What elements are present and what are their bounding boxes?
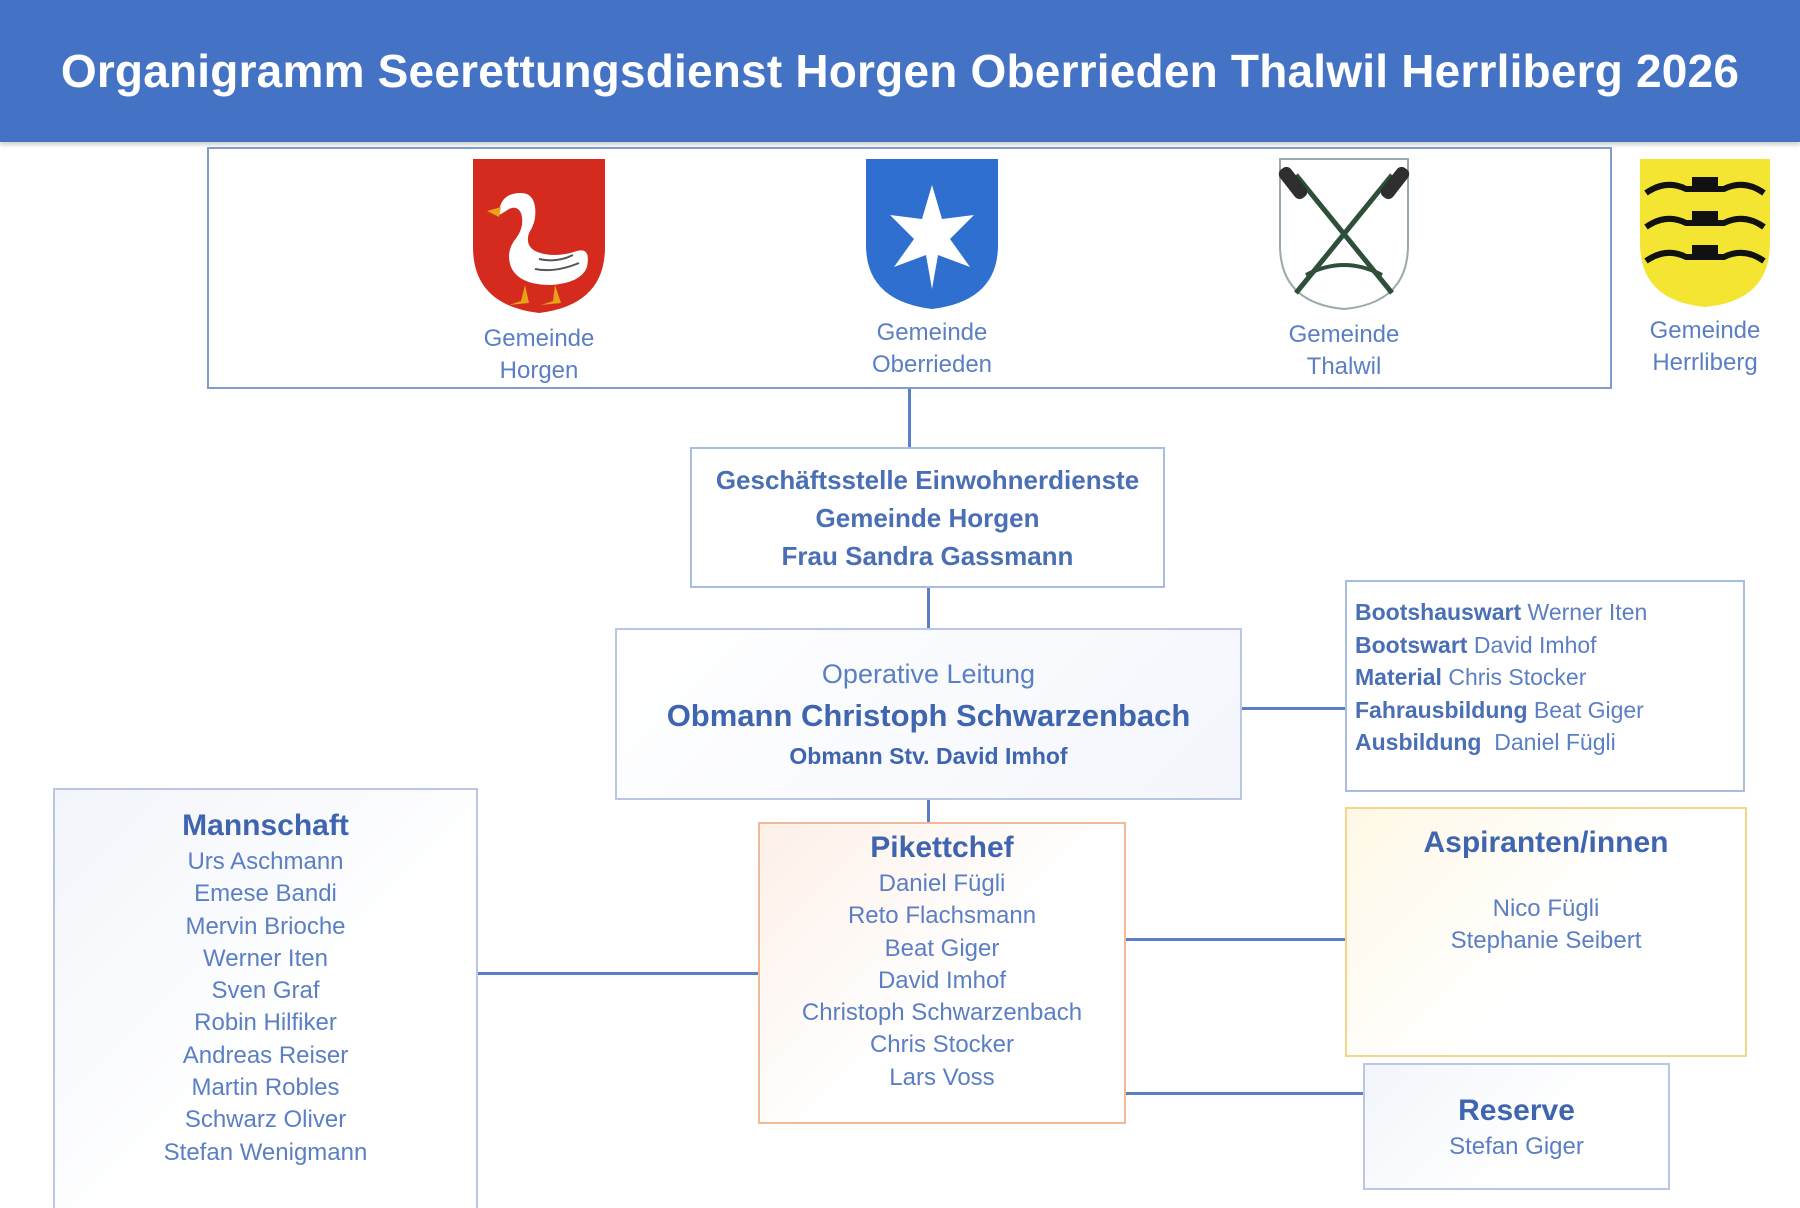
mannschaft-member: Schwarz Oliver — [184, 1106, 347, 1134]
gemeinden-box — [207, 147, 1761, 389]
mannschaft-member: Martin Robles — [191, 1074, 340, 1102]
pikettchef-member: Daniel Fügli — [878, 870, 1006, 897]
gemeinde-horgen-label-2: Horgen — [499, 357, 579, 384]
mannschaft-member: Urs Aschmann — [187, 848, 344, 875]
mannschaft-title: Mannschaft — [182, 809, 349, 842]
funktion-role: Material — [1355, 664, 1442, 690]
mannschaft-member: Stefan Wenigmann — [163, 1138, 368, 1166]
header-banner — [0, 0, 1800, 142]
geschaeftsstelle-line-2: Gemeinde Horgen — [815, 502, 1040, 533]
funktion-row — [1355, 629, 1743, 662]
funktionen-box — [1345, 580, 1745, 792]
gemeinde-oberrieden — [782, 149, 1082, 391]
operative-leitung-title: Operative Leitung — [821, 659, 1036, 689]
obmann-name: Obmann Christoph Schwarzenbach — [666, 698, 1191, 733]
geschaeftsstelle-box — [690, 447, 1165, 588]
page-title: Organigramm Seerettungsdienst Horgen Oberrieden Thalwil Herrliberg 2026 — [60, 45, 1740, 97]
funktion-person: David Imhof — [1473, 631, 1597, 658]
funktion-role: Bootswart — [1355, 631, 1468, 658]
mannschaft-member: Robin Hilfiker — [194, 1009, 337, 1037]
gemeinde-oberrieden-label-1: Gemeinde — [876, 319, 988, 346]
herrliberg-bars-coat-of-arms-icon — [1636, 155, 1774, 309]
gemeinde-thalwil-label-2: Thalwil — [1306, 353, 1382, 380]
aspiranten-member: Stephanie Seibert — [1450, 927, 1642, 955]
mannschaft-member: Emese Bandi — [194, 880, 337, 908]
gemeinde-thalwil — [1194, 149, 1494, 391]
gemeinde-herrliberg-label-1: Gemeinde — [1649, 317, 1761, 344]
mannschaft-member: Sven Graf — [211, 977, 320, 1005]
funktion-role: Fahrausbildung — [1355, 696, 1528, 723]
funktion-role: Bootshauswart — [1355, 599, 1522, 625]
operative-leitung-box — [615, 628, 1242, 800]
funktion-person: Werner Iten — [1527, 599, 1648, 625]
thalwil-reeds-coat-of-arms-icon — [1276, 155, 1412, 313]
gemeinde-herrliberg-label-2: Herrliberg — [1652, 349, 1758, 376]
funktion-row — [1355, 694, 1743, 727]
horgen-swan-coat-of-arms-icon — [469, 155, 609, 317]
pikettchef-member: Lars Voss — [889, 1063, 995, 1091]
funktion-person: Chris Stocker — [1448, 664, 1587, 690]
gemeinde-horgen-label-1: Gemeinde — [483, 325, 595, 352]
funktion-row — [1355, 726, 1743, 759]
connector-gemeinden-geschaeftsstelle — [908, 389, 911, 447]
obmann-stv-name: Obmann Stv. David Imhof — [789, 743, 1068, 769]
pikettchef-member: David Imhof — [877, 966, 1007, 994]
funktion-person: Daniel Fügli — [1487, 729, 1616, 755]
funktion-row — [1355, 661, 1743, 694]
reserve-member: Stefan Giger — [1449, 1133, 1584, 1160]
pikettchef-member: Reto Flachsmann — [847, 902, 1037, 930]
oberrieden-star-coat-of-arms-icon — [862, 155, 1002, 311]
connector-geschaeftsstelle-operativ — [927, 588, 930, 628]
funktion-row — [1355, 596, 1743, 629]
funktion-person: Beat Giger — [1533, 696, 1644, 723]
pikettchef-member: Chris Stocker — [869, 1031, 1015, 1059]
pikettchef-box — [758, 822, 1126, 1124]
aspiranten-title: Aspiranten/innen — [1423, 826, 1669, 859]
gemeinde-oberrieden-label-2: Oberrieden — [871, 351, 993, 378]
mannschaft-member: Andreas Reiser — [182, 1041, 349, 1069]
mannschaft-member: Mervin Brioche — [185, 912, 346, 940]
pikettchef-member: Beat Giger — [884, 934, 1000, 962]
funktion-role: Ausbildung — [1355, 729, 1482, 755]
connector-operativ-pikett — [927, 800, 930, 822]
geschaeftsstelle-line-1: Geschäftsstelle Einwohnerdienste — [715, 464, 1140, 495]
connector-mannschaft-pikett — [478, 972, 758, 975]
aspiranten-box — [1345, 807, 1747, 1057]
gemeinde-thalwil-label-1: Gemeinde — [1288, 321, 1400, 348]
reserve-box — [1363, 1063, 1670, 1190]
geschaeftsstelle-line-3: Frau Sandra Gassmann — [781, 540, 1074, 571]
connector-pikett-aspiranten — [1126, 938, 1345, 941]
aspiranten-member: Nico Fügli — [1492, 895, 1600, 922]
connector-operativ-funktionen — [1242, 707, 1345, 710]
connector-pikett-reserve — [1126, 1092, 1363, 1095]
gemeinde-horgen — [389, 149, 689, 391]
pikettchef-title: Pikettchef — [870, 831, 1014, 864]
pikettchef-member: Christoph Schwarzenbach — [801, 999, 1083, 1027]
reserve-title: Reserve — [1458, 1094, 1575, 1127]
mannschaft-box — [53, 788, 478, 1208]
mannschaft-member: Werner Iten — [203, 944, 328, 972]
gemeinde-herrliberg — [1555, 149, 1800, 391]
